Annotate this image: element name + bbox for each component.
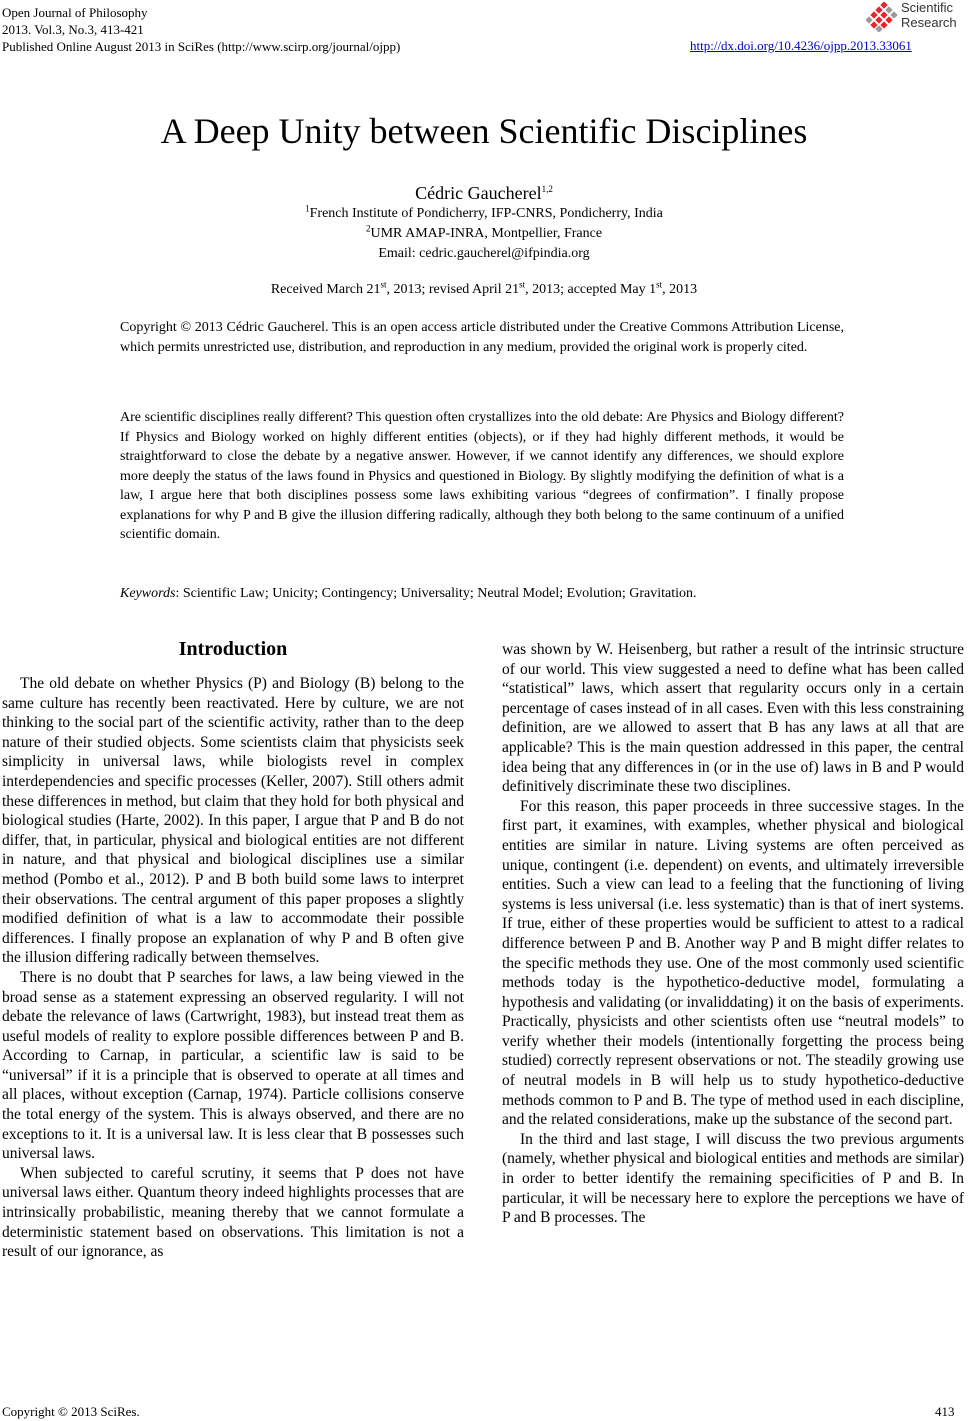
journal-volume: 2013. Vol.3, No.3, 413-421 xyxy=(2,22,144,37)
body-paragraph: In the third and last stage, I will discuss the two previous arguments (namely, whether physical and biological entities and methods are similar) in order to better identify the remaining specificities of P and B. In particular, it will be necessary here to explore the perceptions we have of P and B processes. The xyxy=(502,1130,964,1227)
journal-name: Open Journal of Philosophy xyxy=(2,5,148,20)
left-column xyxy=(2,674,464,1262)
date-year: , 2013 xyxy=(662,282,698,297)
logo-text-line1: Scientific xyxy=(901,0,954,15)
affiliation-2 xyxy=(0,223,968,242)
affiliation-mark: 2 xyxy=(365,223,371,234)
body-paragraph: When subjected to careful scrutiny, it seems that P does not have universal laws either. Quantum theory indeed highlights processes that are intrinsically probabilistic, meaning thereby that we cannot formulate a deterministic statement based on observations. This limitation is not a result of our ignorance, as xyxy=(2,1164,464,1261)
article-dates xyxy=(0,279,968,298)
section-heading: Introduction xyxy=(178,638,288,660)
keywords-label: Keywords xyxy=(120,586,176,601)
copyright-notice: Copyright © 2013 Cédric Gaucherel. This is an open access article distributed under the Creative Commons Attribution License, which permits unrestricted use, distribution, and reproduction in any medium, provided the original work is properly cited. xyxy=(120,320,844,355)
keywords xyxy=(120,584,844,604)
received-date: Received March 21 xyxy=(270,282,381,297)
logo-text-line2: Research xyxy=(901,15,957,30)
doi-link[interactable]: http://dx.doi.org/10.4236/ojpp.2013.33061 xyxy=(690,38,912,53)
keywords-list: : Scientific Law; Unicity; Contingency; Universality; Neutral Model; Evolution; Gravitation. xyxy=(175,586,697,601)
right-column xyxy=(502,640,964,1228)
publisher-logo xyxy=(866,0,966,36)
paper-title: A Deep Unity between Scientific Disciplines xyxy=(160,111,808,151)
accepted-date: , 2013; accepted May 1 xyxy=(525,282,657,297)
affiliation-text: French Institute of Pondicherry, IFP-CNRS, Pondicherry, India xyxy=(309,206,663,221)
author-email: Email: cedric.gaucherel@ifpindia.org xyxy=(378,246,590,261)
affiliation-1 xyxy=(0,203,968,222)
revised-date: , 2013; revised April 21 xyxy=(386,282,520,297)
ordinal-suffix: st xyxy=(380,279,387,290)
body-paragraph: was shown by W. Heisenberg, but rather a result of the intrinsic structure of our world. This view suggested a need to define what has been called “statistical” laws, which assert that regularity occurs only in a certain percentage of cases instead of in all cases. Even with this less constraining definition, are we allowed to assert that B has any laws at all that are applicable? This is the main question addressed in this paper, the central idea being that any differences in (or in the use of) laws in B and P would definitively discriminate these two disciplines. xyxy=(502,641,964,796)
running-header xyxy=(2,4,400,55)
body-paragraph: For this reason, this paper proceeds in three successive stages. In the first part, it examines, with examples, whether physical and biological entities are similar in nature. Living systems are often perceived as unique, contingent (i.e. dependent) on events, and ultimately irreversible entities. Such a view can lead to a feeling that the functioning of living systems is less universal (i.e. less systematic) than is that of inert systems. If true, either of these properties would be sufficient to attest to a radical difference between P and B. Another way P and B might differ relates to the specific methods they use. One of the most commonly used scientific methods today is the hypothetico-deductive model, formulating a hypothesis and validating (or invaliddating) it on the basis of experiments. Practically, physicists and other scientists often use “neutral models” to verify whether their models (intentionally forgetting the process being studied) correctly represent observations or not. The steadily growing use of neutral models in B will help us to study hypothetico-deductive methods common to P and B. The type of method used in each discipline, and the related considerations, make up the substance of the second part. xyxy=(502,797,964,1129)
body-paragraph: There is no doubt that P searches for laws, a law being viewed in the broad sense as a statement expressing an observed regularity. I will not debate the relevance of laws (Cartwright, 1983), but instead treat them as useful models of reality to explore possible differences between P and B. According to Carnap, in particular, a scientific law is said to be “universal” if it is a principle that is observed to operate at all times and all places, without exception (Carnap, 1974). Particle collisions conserve the total energy of the system. This is always observed, and there are no exceptions to it. It is a universal law. It is less clear that B possesses such universal laws. xyxy=(2,968,464,1163)
ordinal-suffix: st xyxy=(519,279,526,290)
affiliation-mark: 1 xyxy=(305,203,310,214)
author-name: Cédric Gaucherel xyxy=(415,183,542,203)
author-line xyxy=(0,183,968,204)
page-number: 413 xyxy=(935,1404,955,1419)
author-affiliation-marks: 1,2 xyxy=(541,184,553,194)
affiliation-text: UMR AMAP-INRA, Montpellier, France xyxy=(370,226,603,241)
body-paragraph: The old debate on whether Physics (P) and Biology (B) belong to the same culture has recently been reactivated. Here by culture, we are not thinking to the social part of the scientific activity, rather than to the deep nature of their studied objects. Some scientists claim that physicists seek simplicity in universal laws, while biologists revel in complex interdependencies and specific processes (Keller, 2007). Still others admit these differences in method, but claim that they hold for both physical and biological studies (Harte, 2002). In this paper, I argue that P and B do not differ, that, in particular, physical and biological entities are not different in nature, and that physical and biological disciplines use a similar method (Pombo et al., 2012). P and B both build some laws to interpret their observations. The central argument of this paper proposes a slightly modified definition of what is a law to accommodate their possible differences. I finally propose an explanation of why P and B often give the illusion differing radically between themselves. xyxy=(2,675,464,967)
scientific-research-logo-icon xyxy=(866,2,902,32)
abstract: Are scientific disciplines really different? This question often crystallizes into the old debate: Are Physics and Biology different? If Physics and Biology worked on highly different entities (objects), or if they had highly different methods, it would be straightforward to close the debate by a negative answer. However, if we cannot identify any differences, we should explore more deeply the status of the laws found in Physics and questioned in Biology. By slightly modifying the definition of what is a law, I argue here that both disciplines possess some laws exhibiting various “degrees of confirmation”. I finally propose explanations for why P and B give the illusion differing radically, although they both belong to the same continuum of a unified scientific domain. xyxy=(120,410,844,542)
publication-info: Published Online August 2013 in SciRes (http://www.scirp.org/journal/ojpp) xyxy=(2,39,401,54)
footer-copyright: Copyright © 2013 SciRes. xyxy=(2,1404,140,1419)
ordinal-suffix: st xyxy=(656,279,663,290)
